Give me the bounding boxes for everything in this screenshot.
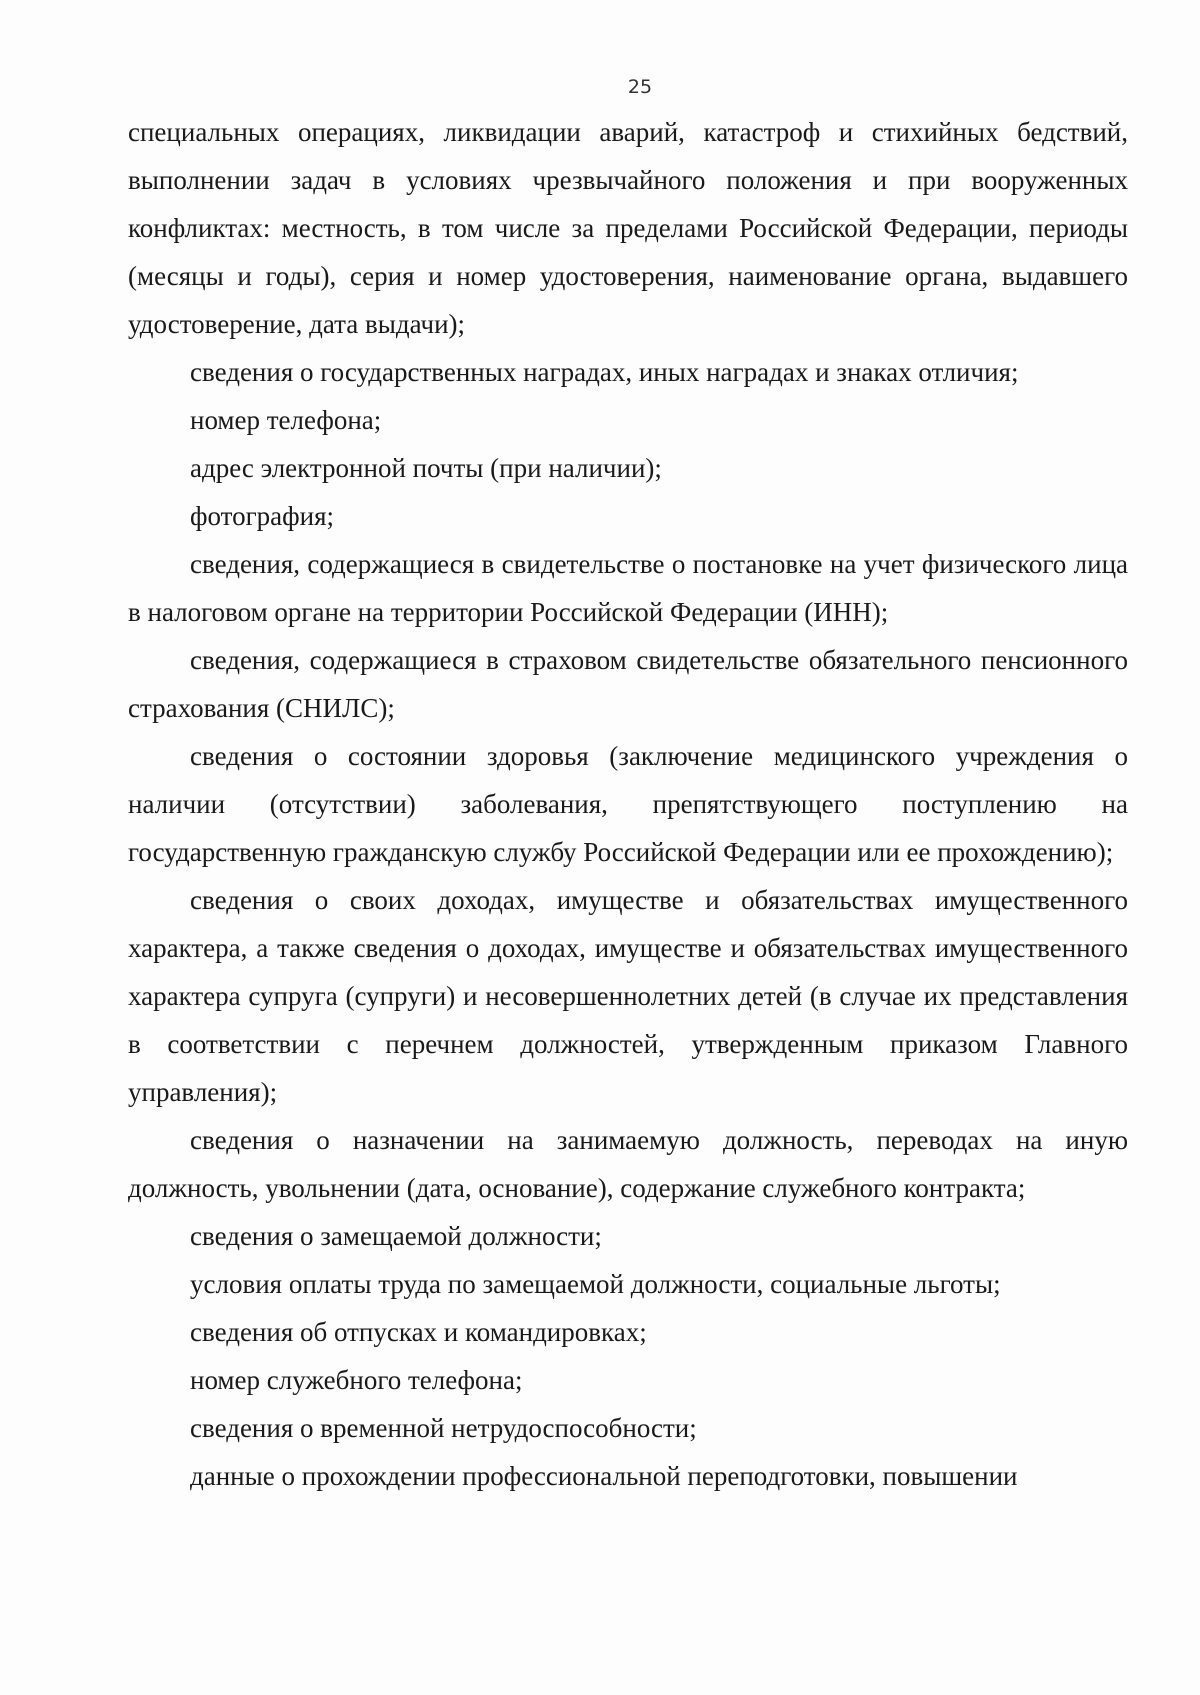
paragraph-appointment: сведения о назначении на занимаемую должность, переводах на иную должность, увольнении (дата, основание), содержание служебного контракта; [128,1125,1128,1203]
paragraph-continuation: специальных операциях, ликвидации аварий, катастроф и стихийных бедствий, выполнении задач в условиях чрезвычайного положения и при вооруженных конфликтах: местность, в том числе за пределами Российской Федерации, периоды (месяцы и годы), серия и номер удостоверения, наименование органа, выдавшего удостоверение, дата выдачи); [128,117,1128,339]
paragraph-inn: сведения, содержащиеся в свидетельстве о постановке на учет физического лица в налоговом органе на территории Российской Федерации (ИНН); [128,549,1128,627]
page-number: 25 [627,76,653,98]
paragraph-photo: фотография; [190,501,335,531]
paragraph-phone: номер телефона; [190,405,382,435]
paragraph-email: адрес электронной почты (при наличии); [190,453,662,483]
paragraph-training: данные о прохождении профессиональной переподготовки, повышении [190,1461,1018,1491]
paragraph-pay: условия оплаты труда по замещаемой должности, социальные льготы; [190,1269,1001,1299]
paragraph-sick-leave: сведения о временной нетрудоспособности; [190,1413,697,1443]
paragraph-position: сведения о замещаемой должности; [190,1221,602,1251]
paragraph-vacations: сведения об отпусках и командировках; [190,1317,647,1347]
paragraph-income: сведения о своих доходах, имуществе и обязательствах имущественного характера, а также сведения о доходах, имуществе и обязательствах имущественного характера супруга (супруги) и несовершеннолетних детей (в случае их представления в соответствии с перечнем должностей, утвержденным приказом Главного управления); [128,885,1128,1107]
paragraph-health: сведения о состоянии здоровья (заключение медицинского учреждения о наличии (отсутствии) заболевания, препятствующего поступлению на государственную гражданскую службу Российской Федерации или ее прохождению); [128,741,1128,867]
document-body [128,108,1128,1500]
paragraph-awards: сведения о государственных наградах, иных наградах и знаках отличия; [190,357,1019,387]
paragraph-snils: сведения, содержащиеся в страховом свидетельстве обязательного пенсионного страхования (СНИЛС); [128,645,1128,723]
paragraph-office-phone: номер служебного телефона; [190,1365,523,1395]
